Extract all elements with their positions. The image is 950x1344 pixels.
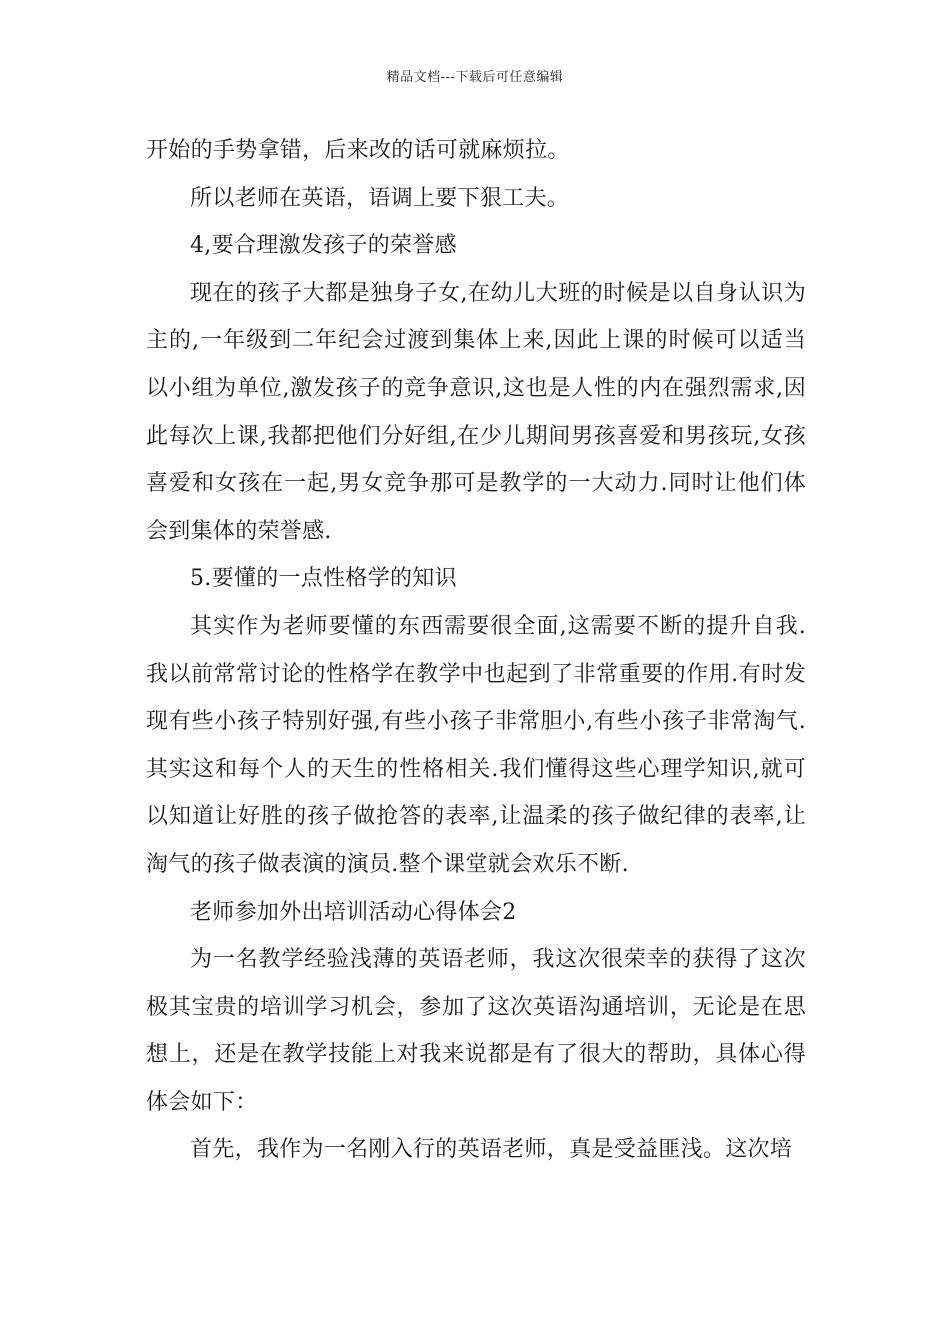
paragraph: 其实作为老师要懂的东西需要很全面,这需要不断的提升自我.我以前常常讨论的性格学在教学中也起到了非常重要的作用.有时发现有些小孩子特别好强,有些小孩子非常胆小,有些小孩子非常淘气.其实这和每个人的天生的性格相关.我们懂得这些心理学知识,就可以知道让好胜的孩子做抢答的表率,让温柔的孩子做纪律的表率,让淘气的孩子做表演的演员.整个课堂就会欢乐不断. bbox=[146, 613, 806, 877]
paragraph: 现在的孩子大都是独身子女,在幼儿大班的时候是以自身认识为主的,一年级到二年纪会过渡到集体上来,因此上课的时候可以适当以小组为单位,激发孩子的竞争意识,这也是人性的内在强烈需求,因此每次上课,我都把他们分好组,在少儿期间男孩喜爱和男孩玩,女孩喜爱和女孩在一起,男女竞争那可是教学的一大动力.同时让他们体会到集体的荣誉感. bbox=[146, 280, 806, 544]
paragraph: 开始的手势拿错，后来改的话可就麻烦拉。 bbox=[146, 138, 570, 163]
section-heading: 5.要懂的一点性格学的知识 bbox=[190, 566, 457, 592]
paragraph: 所以老师在英语，语调上要下狠工夫。 bbox=[190, 185, 570, 211]
section-heading: 4,要合理激发孩子的荣誉感 bbox=[190, 233, 457, 259]
document-body bbox=[146, 127, 806, 1174]
article-title: 老师参加外出培训活动心得体会2 bbox=[190, 899, 517, 925]
paragraph: 为一名教学经验浅薄的英语老师，我这次很荣幸的获得了这次极其宝贵的培训学习机会，参加了这次英语沟通培训，无论是在思想上，还是在教学技能上对我来说都是有了很大的帮助，具体心得体会如下： bbox=[146, 947, 806, 1115]
paragraph: 首先，我作为一名刚入行的英语老师，真是受益匪浅。这次培 bbox=[190, 1137, 793, 1163]
page-header: 精品文档---下载后可任意编辑 bbox=[386, 70, 564, 85]
